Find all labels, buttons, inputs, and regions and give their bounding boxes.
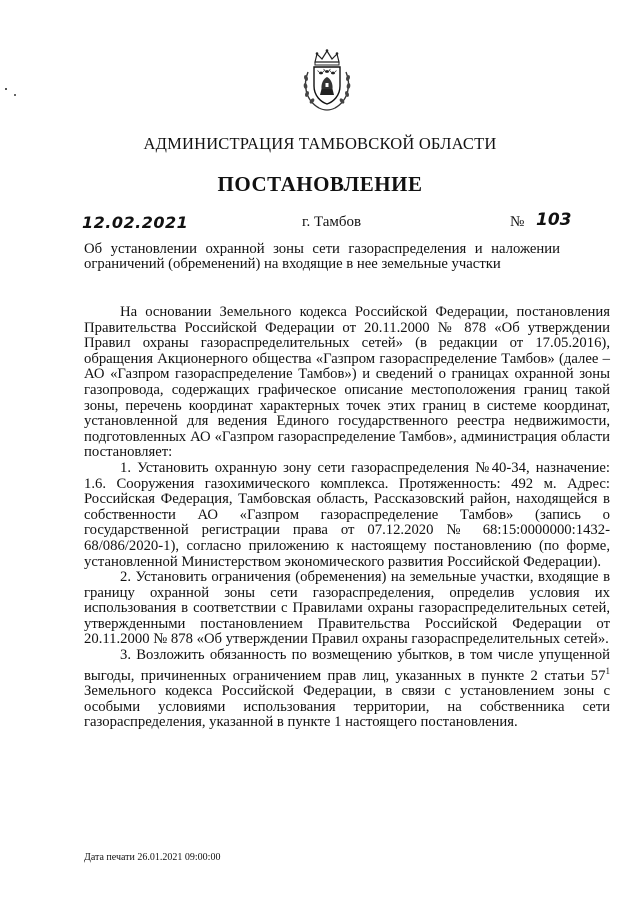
document-subject: Об установлении охранной зоны сети газораспределения и наложении ограничений (обременений) на входящие в нее земельные участки <box>84 241 560 272</box>
item-1-paragraph: 1. Установить охранную зону сети газораспределения №40-34, назначение: 1.6. Сооружения газохимического комплекса. Протяженность: 492 м. Адрес: Российская Федерация, Тамбовская область, Рассказовский район, находящейся в собственности АО «Газпром газораспределение Тамбов» (запись о государственной регистрации права от 07.12.2020 № 68:15:0000000:1432-68/086/2020-1), согласно приложению к настоящему постановлению (по форме, установленной Министерством экономического развития Российской Федерации). <box>84 459 610 570</box>
agency-name: АДМИНИСТРАЦИЯ ТАМБОВСКОЙ ОБЛАСТИ <box>143 134 497 153</box>
number-sign: № <box>510 214 525 230</box>
item-3-paragraph <box>84 648 610 731</box>
issue-city: г. Тамбов <box>302 214 362 230</box>
tambov-coat-of-arms-icon <box>299 48 355 114</box>
item-3-text-end: Земельного кодекса Российской Федерации, в связи с установлением зоны с особыми условиями использования территории, на собственника сети газораспределения, указанной в пункте 1 настоящего постановления. <box>84 683 610 731</box>
item-2-paragraph: 2. Установить ограничения (обременения) на земельные участки, входящие в границу охранной зоны сети газораспределения, определив условия их использования в соответствии с Правилами охраны газораспределительных сетей, утвержденными постановлением Правительства Российской Федерации от 20.11.2000 № 878 «Об утверждении Правил охраны газораспределительных сетей». <box>84 569 610 648</box>
handwritten-document-number: 103 <box>536 210 572 230</box>
item-3-text-start: 3. Возложить обязанность по возмещению убытков, в том числе упущенной выгоды, причиненных ограничением прав лиц, указанных в пункте 2 статьи 57 <box>84 647 610 684</box>
preamble-paragraph: На основании Земельного кодекса Российской Федерации, постановления Правительства Российской Федерации от 20.11.2000 № 878 «Об утверждении Правил охраны газораспределительных сетей» (в редакции от 17.05.2016), обращения Акционерного общества «Газпром газораспределение Тамбов» (далее – АО «Газпром газораспределение Тамбов») и сведений о границах охранной зоны газопровода, содержащих графическое описание местоположения границ такой зоны, перечень координат характерных точек этих границ в системе координат, установленной для ведения Единого государственного реестра недвижимости, подготовленных АО «Газпром газораспределение Тамбов», администрация области постановляет: <box>84 304 610 461</box>
handwritten-date: 12.02.2021 <box>82 213 189 232</box>
scan-speck <box>5 88 7 90</box>
article-superscript: 1 <box>605 665 610 676</box>
scan-speck <box>14 94 16 96</box>
document-type: ПОСТАНОВЛЕНИЕ <box>217 172 423 196</box>
document-body <box>84 305 610 731</box>
print-date: Дата печати 26.01.2021 09:00:00 <box>84 852 221 863</box>
